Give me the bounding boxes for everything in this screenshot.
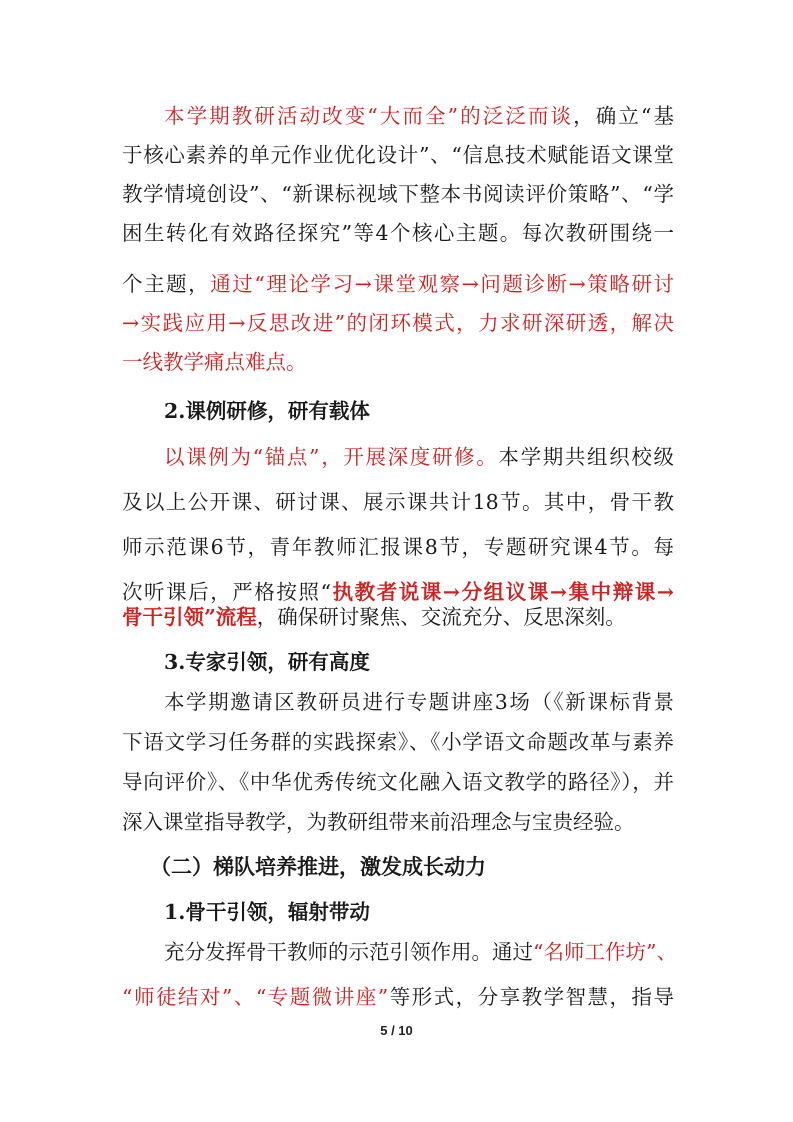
paragraph-2-text-1: 本学期共组织校级 [498, 445, 674, 469]
paragraph-3-line-4: 深入课堂指导教学，为教研组带来前沿理念与宝贵经验。 [122, 810, 635, 834]
paragraph-2-line-3: 师示范课6节，青年教师汇报课8节，专题研究课4节。每 [122, 535, 674, 559]
paragraph-1-line-3: 教学情境创设”、“新课标视域下整本书阅读评价策略”、“学 [122, 182, 674, 206]
paragraph-2-line-5 [122, 600, 674, 634]
paragraph-1-line-7: 一线教学痛点难点。 [122, 350, 307, 374]
paragraph-1-line-4: 困生转化有效路径探究”等4个核心主题。每次教研围绕一 [122, 221, 674, 245]
paragraph-1-text-5: 个主题， [122, 272, 211, 296]
paragraph-3-line-1: 本学期邀请区教研员进行专题讲座3场（《新课标背景 [164, 690, 674, 714]
paragraph-2-highlight-1: 以课例为“锚点”，开展深度研修。 [164, 445, 499, 469]
paragraph-3-line-3: 导向评价》、《中华优秀传统文化融入语文教学的路径》），并 [122, 770, 674, 794]
paragraph-1-line-5 [122, 267, 674, 301]
paragraph-2-highlight-5: 骨干引领”流程 [122, 605, 257, 629]
page-number: 5 / 10 [380, 1023, 413, 1038]
paragraph-2-highlight-4: 执教者说课→分组议课→集中辩课→ [331, 580, 674, 604]
paragraph-3-line-2: 下语文学习任务群的实践探索》、《小学语文命题改革与素养 [122, 730, 674, 754]
paragraph-1-text-1: ，确立“基 [573, 104, 674, 128]
paragraph-1-highlight-1: 本学期教研活动改变“大而全”的泛泛而谈 [164, 104, 574, 128]
paragraph-1-line-1 [164, 99, 674, 133]
paragraph-2-text-4: 次听课后，严格按照“ [122, 580, 332, 604]
heading-expert: 3.专家引领，研有高度 [164, 650, 370, 674]
paragraph-1-line-6: →实践应用→反思改进”的闭环模式，力求研深研透，解决 [122, 311, 674, 335]
paragraph-4-highlight-2: “师徒结对”、“专题微讲座” [122, 985, 389, 1009]
paragraph-4-text-1: 充分发挥骨干教师的示范引领作用。通过 [164, 940, 533, 964]
paragraph-2-line-1 [164, 440, 674, 474]
heading-backbone: 1.骨干引领，辐射带动 [164, 900, 370, 924]
paragraph-1-highlight-5: 通过“理论学习→课堂观察→问题诊断→策略研讨 [210, 272, 675, 296]
paragraph-4-line-2 [122, 980, 674, 1014]
paragraph-2-text-5: ，确保研讨聚焦、交流充分、反思深刻。 [256, 605, 626, 629]
paragraph-4-text-2: 等形式，分享教学智慧，指导 [388, 985, 675, 1009]
paragraph-2-line-2: 及以上公开课、研讨课、展示课共计18节。其中，骨干教 [122, 490, 674, 514]
heading-case-study: 2.课例研修，研有载体 [164, 399, 370, 423]
paragraph-1-line-2: 于核心素养的单元作业优化设计”、“信息技术赋能语文课堂 [122, 143, 674, 167]
heading-section-2: （二）梯队培养推进，激发成长动力 [150, 854, 486, 879]
paragraph-4-highlight-1: “名师工作坊”、 [533, 940, 677, 964]
paragraph-4-line-1 [164, 935, 677, 969]
